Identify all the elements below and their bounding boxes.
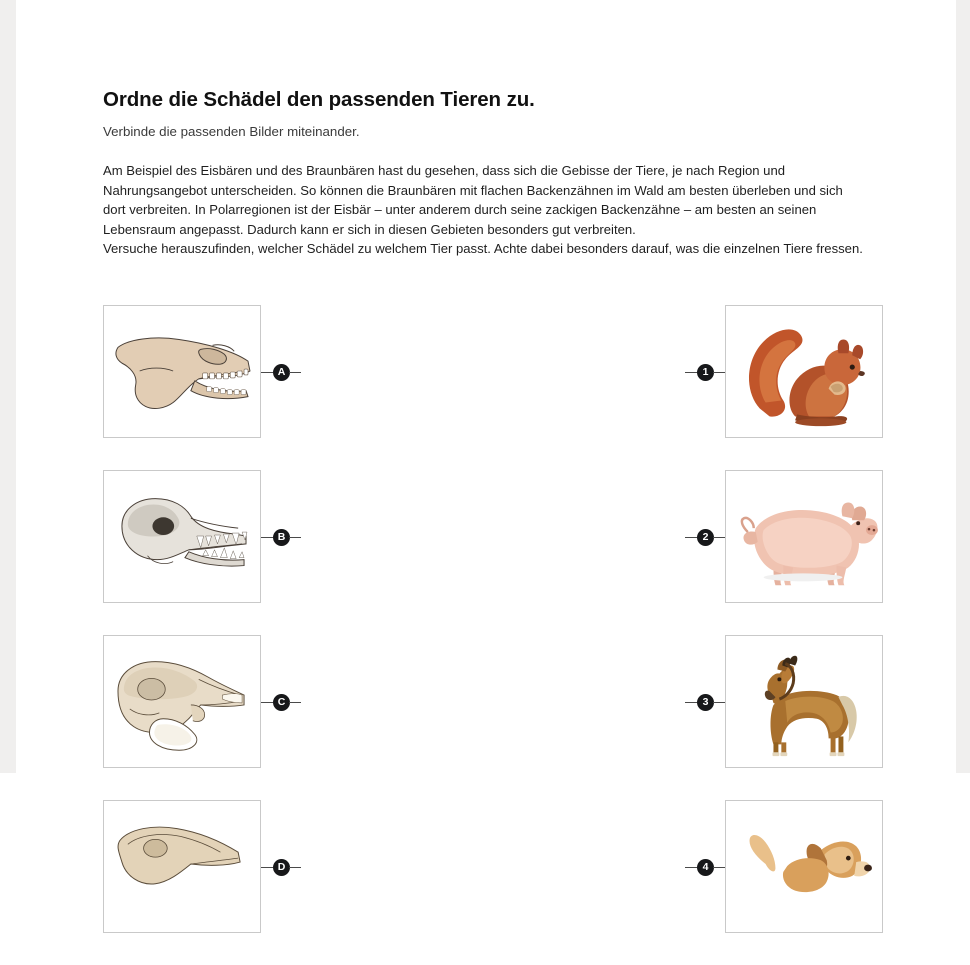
instructions-paragraph-2: Versuche herauszufinden, welcher Schädel zu welchem Tier passt. Achte dabei besonders darauf, was die einzelnen Tiere fressen.: [103, 241, 863, 257]
badge-c[interactable]: C: [273, 694, 290, 711]
badge-4[interactable]: 4: [697, 859, 714, 876]
skull-card-d[interactable]: [103, 800, 261, 933]
page-title: Ordne die Schädel den passenden Tieren zu.: [103, 88, 535, 111]
matching-row: [103, 800, 893, 935]
badge-2[interactable]: 2: [697, 529, 714, 546]
skull-card-b[interactable]: [103, 470, 261, 603]
matching-row: [103, 305, 893, 440]
page-right-edge: [956, 0, 970, 773]
dog-skull-illustration: [104, 471, 260, 602]
animal-card-3[interactable]: [725, 635, 883, 768]
skull-card-c[interactable]: [103, 635, 261, 768]
horse-illustration: [726, 636, 882, 767]
animal-card-4[interactable]: [725, 800, 883, 933]
badge-d[interactable]: D: [273, 859, 290, 876]
matching-row: [103, 635, 893, 770]
connector-3: [685, 694, 725, 710]
instructions-text: [103, 161, 867, 259]
page-left-edge: [0, 0, 16, 773]
instructions-paragraph-1: Am Beispiel des Eisbären und des Braunbären hast du gesehen, dass sich die Gebisse der Tiere, je nach Region und Nahrungsangebot unterscheiden. So können die Braunbären mit flachen Backenzähnen im Wald am besten überleben und sich dort verbreiten. In Polarregionen ist der Eisbär – unter anderem durch seine zackigen Backenzähne – am besten an seinen Lebensraum angepasst. Dadurch kann er sich in diesen Gebieten besonders gut verbreiten.: [103, 163, 843, 237]
connector-2: [685, 529, 725, 545]
connector-b: [261, 529, 301, 545]
connector-1: [685, 364, 725, 380]
worksheet-header: [103, 0, 893, 259]
dog-illustration: [726, 801, 882, 932]
pig-illustration: [726, 471, 882, 602]
badge-b[interactable]: B: [273, 529, 290, 546]
page-subtitle: Verbinde die passenden Bilder miteinander.: [103, 124, 360, 139]
horse-skull-illustration: [104, 306, 260, 437]
connector-a: [261, 364, 301, 380]
matching-exercise: [103, 305, 893, 965]
connector-c: [261, 694, 301, 710]
badge-1[interactable]: 1: [697, 364, 714, 381]
animal-card-2[interactable]: [725, 470, 883, 603]
pig-skull-illustration: [104, 801, 260, 932]
animal-card-1[interactable]: [725, 305, 883, 438]
rodent-skull-illustration: [104, 636, 260, 767]
connector-d: [261, 859, 301, 875]
squirrel-illustration: [726, 306, 882, 437]
matching-row: [103, 470, 893, 605]
badge-a[interactable]: A: [273, 364, 290, 381]
skull-card-a[interactable]: [103, 305, 261, 438]
connector-4: [685, 859, 725, 875]
badge-3[interactable]: 3: [697, 694, 714, 711]
